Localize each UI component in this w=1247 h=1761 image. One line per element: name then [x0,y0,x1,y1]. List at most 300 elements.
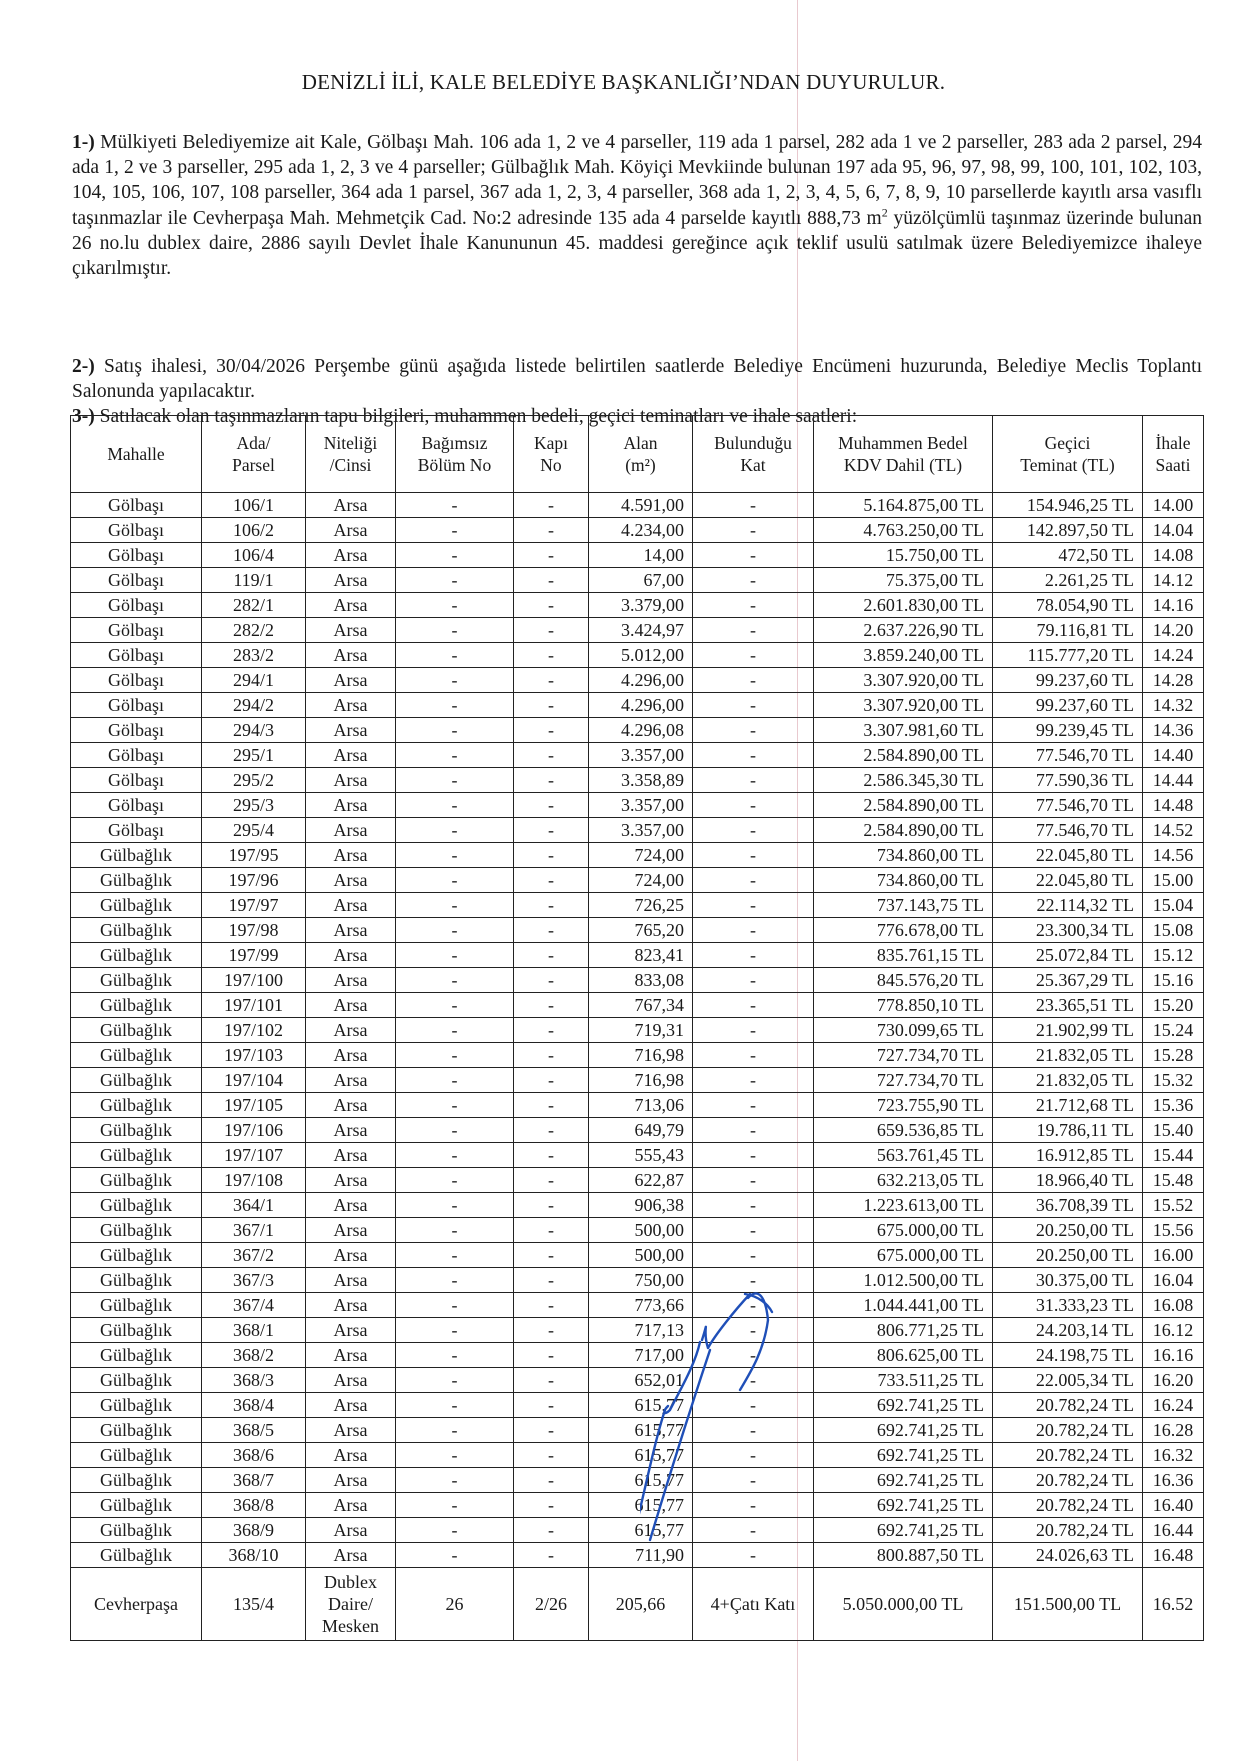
cell-bulundugu-kat: - [693,593,814,618]
cell-mahalle: Gülbağlık [71,1068,202,1093]
cell-muhammen-bedel: 3.307.920,00 TL [814,668,993,693]
cell-bulundugu-kat: - [693,1343,814,1368]
cell-niteligi: Arsa [306,968,396,993]
cell-alan: 765,20 [589,918,693,943]
cell-gecici-teminat: 24.203,14 TL [993,1318,1143,1343]
table-row [71,918,1204,943]
cell-gecici-teminat: 77.546,70 TL [993,743,1143,768]
cell-gecici-teminat: 99.237,60 TL [993,668,1143,693]
cell-alan: 615,77 [589,1418,693,1443]
cell-alan: 713,06 [589,1093,693,1118]
cell-ihale-saati: 15.04 [1143,893,1204,918]
cell-gecici-teminat: 79.116,81 TL [993,618,1143,643]
cell-ihale-saati: 14.36 [1143,718,1204,743]
cell-ihale-saati: 14.32 [1143,693,1204,718]
cell-niteligi: Arsa [306,1493,396,1518]
cell-mahalle: Gülbağlık [71,1093,202,1118]
table-row [71,1343,1204,1368]
cell-bagimsiz-bolum: - [396,993,514,1018]
cell-bagimsiz-bolum: - [396,1293,514,1318]
cell-kapi-no: - [514,1493,589,1518]
table-row [71,1493,1204,1518]
cell-ihale-saati: 16.52 [1143,1568,1204,1641]
cell-alan: 3.424,97 [589,618,693,643]
cell-kapi-no: - [514,1218,589,1243]
cell-gecici-teminat: 22.005,34 TL [993,1368,1143,1393]
cell-alan: 716,98 [589,1043,693,1068]
cell-ada-parsel: 197/98 [202,918,306,943]
cell-ada-parsel: 119/1 [202,568,306,593]
cell-bagimsiz-bolum: - [396,1493,514,1518]
paragraph-2 [72,354,1202,404]
table-row [71,493,1204,518]
cell-ihale-saati: 14.08 [1143,543,1204,568]
cell-bulundugu-kat: - [693,1518,814,1543]
cell-mahalle: Gülbağlık [71,1243,202,1268]
cell-kapi-no: - [514,1518,589,1543]
cell-ihale-saati: 15.28 [1143,1043,1204,1068]
cell-ihale-saati: 16.32 [1143,1443,1204,1468]
cell-mahalle: Gülbağlık [71,843,202,868]
cell-kapi-no: - [514,868,589,893]
cell-mahalle: Gülbağlık [71,1343,202,1368]
cell-kapi-no: - [514,1043,589,1068]
cell-mahalle: Gülbağlık [71,1218,202,1243]
cell-niteligi: Arsa [306,1218,396,1243]
cell-kapi-no: - [514,768,589,793]
cell-kapi-no: - [514,1543,589,1568]
cell-gecici-teminat: 20.782,24 TL [993,1418,1143,1443]
cell-bagimsiz-bolum: - [396,1093,514,1118]
table-row [71,1418,1204,1443]
cell-muhammen-bedel: 2.584.890,00 TL [814,743,993,768]
cell-niteligi: Arsa [306,693,396,718]
cell-bagimsiz-bolum: - [396,1268,514,1293]
cell-muhammen-bedel: 845.576,20 TL [814,968,993,993]
cell-bulundugu-kat: - [693,1193,814,1218]
cell-mahalle: Gölbaşı [71,493,202,518]
cell-gecici-teminat: 472,50 TL [993,543,1143,568]
cell-ihale-saati: 14.24 [1143,643,1204,668]
cell-ihale-saati: 16.16 [1143,1343,1204,1368]
cell-bulundugu-kat: - [693,793,814,818]
cell-niteligi: Arsa [306,1318,396,1343]
cell-bulundugu-kat: - [693,1143,814,1168]
cell-muhammen-bedel: 692.741,25 TL [814,1443,993,1468]
paragraph-1-text: Mülkiyeti Belediyemize ait Kale, Gölbaşı Mah. 106 ada 1, 2 ve 4 parseller, 119 ada 1 parsel, 282 ada 1 ve 2 parseller, 283 ada 2 parsel, 294 ada 1, 2 ve 3 parseller, 295 ada 1, 2, 3 ve 4 parseller; Gülbağlık Mah. Köyiçi Mevkiinde bulunan 197 ada 95, 96, 97, 98, 99, 100, 101, 102, 103, 104, 105, 106, 107, 108 parseller, 364 ada 1 parsel, 367 ada 1, 2, 3, 4 parseller, 368 ada 1, 2, 3, 4, 5, 6, 7, 8, 9, 10 parsellerde kayıtlı arsa vasıflı taşınmazlar ile Cevherpaşa Mah. Mehmetçik Cad. No:2 adresinde 135 ada 4 parselde kayıtlı 888,73 m [72,132,1202,229]
cell-muhammen-bedel: 15.750,00 TL [814,543,993,568]
cell-kapi-no: - [514,1368,589,1393]
cell-niteligi: Arsa [306,1468,396,1493]
cell-mahalle: Gölbaşı [71,543,202,568]
table-row [71,743,1204,768]
table-row [71,643,1204,668]
cell-kapi-no: - [514,1118,589,1143]
cell-gecici-teminat: 31.333,23 TL [993,1293,1143,1318]
cell-alan: 717,00 [589,1343,693,1368]
cell-bulundugu-kat: - [693,693,814,718]
cell-niteligi: Arsa [306,1168,396,1193]
cell-alan: 711,90 [589,1543,693,1568]
table-row [71,618,1204,643]
cell-alan: 4.234,00 [589,518,693,543]
cell-muhammen-bedel: 75.375,00 TL [814,568,993,593]
cell-alan: 5.012,00 [589,643,693,668]
cell-gecici-teminat: 36.708,39 TL [993,1193,1143,1218]
table-row [71,593,1204,618]
cell-muhammen-bedel: 1.223.613,00 TL [814,1193,993,1218]
cell-alan: 205,66 [589,1568,693,1641]
cell-gecici-teminat: 20.250,00 TL [993,1218,1143,1243]
cell-bagimsiz-bolum: - [396,718,514,743]
cell-muhammen-bedel: 723.755,90 TL [814,1093,993,1118]
cell-niteligi: Arsa [306,1518,396,1543]
cell-ada-parsel: 368/9 [202,1518,306,1543]
table-row [71,518,1204,543]
cell-alan: 652,01 [589,1368,693,1393]
cell-niteligi: Arsa [306,568,396,593]
cell-niteligi: Arsa [306,1193,396,1218]
table-row [71,1093,1204,1118]
cell-kapi-no: - [514,1293,589,1318]
cell-alan: 750,00 [589,1268,693,1293]
cell-alan: 3.357,00 [589,743,693,768]
cell-bulundugu-kat: - [693,893,814,918]
cell-bagimsiz-bolum: - [396,1068,514,1093]
cell-ada-parsel: 368/3 [202,1368,306,1393]
cell-niteligi: Arsa [306,1268,396,1293]
header-mahalle: Mahalle [71,416,202,493]
cell-muhammen-bedel: 692.741,25 TL [814,1468,993,1493]
cell-niteligi: Arsa [306,493,396,518]
cell-bagimsiz-bolum: - [396,493,514,518]
cell-ada-parsel: 364/1 [202,1193,306,1218]
cell-alan: 615,77 [589,1518,693,1543]
cell-kapi-no: - [514,493,589,518]
cell-ada-parsel: 135/4 [202,1568,306,1641]
cell-kapi-no: - [514,618,589,643]
cell-alan: 3.379,00 [589,593,693,618]
table-body [71,493,1204,1641]
cell-mahalle: Gölbaşı [71,518,202,543]
cell-kapi-no: - [514,968,589,993]
cell-muhammen-bedel: 2.637.226,90 TL [814,618,993,643]
table-row-cevherpasa [71,1568,1204,1641]
cell-alan: 4.591,00 [589,493,693,518]
cell-ihale-saati: 16.08 [1143,1293,1204,1318]
table-row [71,793,1204,818]
cell-bagimsiz-bolum: - [396,1218,514,1243]
cell-alan: 3.357,00 [589,818,693,843]
table-row [71,1043,1204,1068]
cell-gecici-teminat: 151.500,00 TL [993,1568,1143,1641]
cell-muhammen-bedel: 806.771,25 TL [814,1318,993,1343]
cell-niteligi: Arsa [306,518,396,543]
cell-bagimsiz-bolum: - [396,1443,514,1468]
cell-niteligi: Arsa [306,718,396,743]
cell-bagimsiz-bolum: - [396,668,514,693]
cell-muhammen-bedel: 675.000,00 TL [814,1218,993,1243]
cell-ada-parsel: 282/1 [202,593,306,618]
cell-kapi-no: 2/26 [514,1568,589,1641]
cell-gecici-teminat: 30.375,00 TL [993,1268,1143,1293]
cell-niteligi: Arsa [306,1118,396,1143]
cell-alan: 906,38 [589,1193,693,1218]
cell-kapi-no: - [514,818,589,843]
cell-mahalle: Gölbaşı [71,593,202,618]
cell-muhammen-bedel: 563.761,45 TL [814,1143,993,1168]
cell-mahalle: Gölbaşı [71,768,202,793]
cell-ihale-saati: 14.04 [1143,518,1204,543]
cell-bagimsiz-bolum: - [396,1318,514,1343]
cell-bulundugu-kat: - [693,993,814,1018]
table-row [71,1168,1204,1193]
cell-niteligi: Arsa [306,593,396,618]
cell-kapi-no: - [514,1418,589,1443]
cell-kapi-no: - [514,693,589,718]
cell-ihale-saati: 16.24 [1143,1393,1204,1418]
cell-bulundugu-kat: - [693,968,814,993]
cell-muhammen-bedel: 835.761,15 TL [814,943,993,968]
cell-ada-parsel: 197/104 [202,1068,306,1093]
cell-bagimsiz-bolum: - [396,768,514,793]
cell-gecici-teminat: 21.902,99 TL [993,1018,1143,1043]
cell-kapi-no: - [514,1143,589,1168]
cell-ihale-saati: 15.24 [1143,1018,1204,1043]
cell-bulundugu-kat: - [693,668,814,693]
cell-bulundugu-kat: - [693,843,814,868]
cell-gecici-teminat: 77.546,70 TL [993,793,1143,818]
cell-bulundugu-kat: - [693,543,814,568]
cell-mahalle: Gülbağlık [71,1018,202,1043]
cell-bagimsiz-bolum: - [396,593,514,618]
cell-ihale-saati: 15.48 [1143,1168,1204,1193]
cell-gecici-teminat: 20.782,24 TL [993,1468,1143,1493]
cell-kapi-no: - [514,1193,589,1218]
cell-mahalle: Gülbağlık [71,1193,202,1218]
cell-kapi-no: - [514,1318,589,1343]
cell-gecici-teminat: 23.300,34 TL [993,918,1143,943]
cell-ihale-saati: 14.56 [1143,843,1204,868]
cell-ihale-saati: 14.48 [1143,793,1204,818]
cell-mahalle: Gülbağlık [71,1368,202,1393]
cell-alan: 724,00 [589,868,693,893]
cell-bulundugu-kat: - [693,493,814,518]
cell-mahalle: Gülbağlık [71,1518,202,1543]
paragraph-3-text: Satılacak olan taşınmazların tapu bilgileri, muhammen bedeli, geçici teminatları ve ihale saatleri: [99,406,858,427]
cell-mahalle: Gülbağlık [71,868,202,893]
paragraph-1 [72,130,1202,281]
cell-bagimsiz-bolum: - [396,743,514,768]
header-muhammen-bedel: Muhammen Bedel KDV Dahil (TL) [814,416,993,493]
cell-kapi-no: - [514,893,589,918]
table-row [71,843,1204,868]
cell-bagimsiz-bolum: - [396,1468,514,1493]
cell-ada-parsel: 282/2 [202,618,306,643]
cell-mahalle: Gölbaşı [71,693,202,718]
cell-muhammen-bedel: 1.044.441,00 TL [814,1293,993,1318]
cell-ada-parsel: 197/101 [202,993,306,1018]
cell-ihale-saati: 16.44 [1143,1518,1204,1543]
cell-alan: 615,77 [589,1443,693,1468]
cell-alan: 773,66 [589,1293,693,1318]
cell-bulundugu-kat: - [693,518,814,543]
cell-niteligi: Arsa [306,1418,396,1443]
cell-ihale-saati: 14.20 [1143,618,1204,643]
table-row [71,718,1204,743]
cell-gecici-teminat: 21.832,05 TL [993,1043,1143,1068]
cell-muhammen-bedel: 692.741,25 TL [814,1518,993,1543]
cell-gecici-teminat: 23.365,51 TL [993,993,1143,1018]
cell-kapi-no: - [514,1168,589,1193]
cell-bagimsiz-bolum: - [396,893,514,918]
cell-ihale-saati: 14.44 [1143,768,1204,793]
cell-ihale-saati: 14.12 [1143,568,1204,593]
cell-ada-parsel: 368/10 [202,1543,306,1568]
table-row [71,943,1204,968]
cell-ada-parsel: 368/7 [202,1468,306,1493]
cell-muhammen-bedel: 1.012.500,00 TL [814,1268,993,1293]
cell-kapi-no: - [514,518,589,543]
cell-gecici-teminat: 20.782,24 TL [993,1518,1143,1543]
cell-mahalle: Gülbağlık [71,1143,202,1168]
cell-kapi-no: - [514,1443,589,1468]
cell-ihale-saati: 14.28 [1143,668,1204,693]
cell-mahalle: Gülbağlık [71,1318,202,1343]
table-row [71,1368,1204,1393]
table-row [71,1393,1204,1418]
cell-muhammen-bedel: 806.625,00 TL [814,1343,993,1368]
cell-ada-parsel: 368/2 [202,1343,306,1368]
cell-bulundugu-kat: - [693,1493,814,1518]
cell-alan: 724,00 [589,843,693,868]
table-row [71,1318,1204,1343]
cell-ihale-saati: 15.20 [1143,993,1204,1018]
cell-bulundugu-kat: - [693,568,814,593]
cell-gecici-teminat: 16.912,85 TL [993,1143,1143,1168]
table-row [71,1293,1204,1318]
cell-alan: 67,00 [589,568,693,593]
cell-muhammen-bedel: 2.584.890,00 TL [814,818,993,843]
cell-bagimsiz-bolum: - [396,1368,514,1393]
cell-alan: 4.296,08 [589,718,693,743]
cell-bulundugu-kat: - [693,1018,814,1043]
table-row [71,768,1204,793]
cell-bulundugu-kat: - [693,768,814,793]
cell-bulundugu-kat: - [693,943,814,968]
cell-ada-parsel: 294/3 [202,718,306,743]
table-row [71,1018,1204,1043]
cell-gecici-teminat: 2.261,25 TL [993,568,1143,593]
cell-ihale-saati: 15.56 [1143,1218,1204,1243]
cell-bulundugu-kat: - [693,1368,814,1393]
cell-ada-parsel: 294/1 [202,668,306,693]
cell-kapi-no: - [514,593,589,618]
cell-bulundugu-kat: - [693,1268,814,1293]
table-row [71,993,1204,1018]
cell-mahalle: Gülbağlık [71,1268,202,1293]
cell-bagimsiz-bolum: - [396,918,514,943]
table-row [71,818,1204,843]
cell-bagimsiz-bolum: - [396,1168,514,1193]
cell-mahalle: Gölbaşı [71,568,202,593]
cell-alan: 615,77 [589,1468,693,1493]
cell-gecici-teminat: 142.897,50 TL [993,518,1143,543]
table-row [71,568,1204,593]
cell-niteligi: Arsa [306,1143,396,1168]
cell-kapi-no: - [514,1268,589,1293]
cell-muhammen-bedel: 632.213,05 TL [814,1168,993,1193]
paragraph-3-number: 3-) [72,406,95,427]
cell-gecici-teminat: 21.712,68 TL [993,1093,1143,1118]
cell-kapi-no: - [514,718,589,743]
cell-niteligi: Arsa [306,893,396,918]
cell-mahalle: Gülbağlık [71,893,202,918]
cell-kapi-no: - [514,743,589,768]
cell-kapi-no: - [514,793,589,818]
cell-alan: 14,00 [589,543,693,568]
cell-mahalle: Gülbağlık [71,1168,202,1193]
cell-niteligi: Arsa [306,543,396,568]
cell-bagimsiz-bolum: - [396,793,514,818]
cell-ihale-saati: 14.40 [1143,743,1204,768]
cell-bagimsiz-bolum: - [396,693,514,718]
cell-kapi-no: - [514,1468,589,1493]
cell-bulundugu-kat: - [693,918,814,943]
cell-muhammen-bedel: 692.741,25 TL [814,1493,993,1518]
cell-ada-parsel: 197/95 [202,843,306,868]
cell-muhammen-bedel: 675.000,00 TL [814,1243,993,1268]
cell-ada-parsel: 106/1 [202,493,306,518]
cell-bulundugu-kat: - [693,1393,814,1418]
cell-muhammen-bedel: 3.307.920,00 TL [814,693,993,718]
cell-kapi-no: - [514,1068,589,1093]
cell-bagimsiz-bolum: - [396,1118,514,1143]
cell-muhammen-bedel: 776.678,00 TL [814,918,993,943]
cell-bulundugu-kat: - [693,868,814,893]
paragraph-2-number: 2-) [72,356,95,377]
cell-mahalle: Gülbağlık [71,993,202,1018]
table-row [71,693,1204,718]
cell-mahalle: Gölbaşı [71,793,202,818]
cell-ada-parsel: 197/97 [202,893,306,918]
cell-bulundugu-kat: - [693,1218,814,1243]
cell-mahalle: Gülbağlık [71,1543,202,1568]
cell-ihale-saati: 15.52 [1143,1193,1204,1218]
cell-mahalle: Gölbaşı [71,618,202,643]
cell-bulundugu-kat: - [693,1543,814,1568]
cell-mahalle: Gölbaşı [71,718,202,743]
cell-muhammen-bedel: 4.763.250,00 TL [814,518,993,543]
cell-kapi-no: - [514,843,589,868]
cell-muhammen-bedel: 737.143,75 TL [814,893,993,918]
cell-muhammen-bedel: 734.860,00 TL [814,843,993,868]
cell-ada-parsel: 106/2 [202,518,306,543]
cell-ihale-saati: 16.36 [1143,1468,1204,1493]
cell-mahalle: Gölbaşı [71,743,202,768]
cell-bagimsiz-bolum: - [396,1393,514,1418]
cell-alan: 717,13 [589,1318,693,1343]
cell-ada-parsel: 197/102 [202,1018,306,1043]
cell-muhammen-bedel: 730.099,65 TL [814,1018,993,1043]
cell-alan: 622,87 [589,1168,693,1193]
cell-niteligi: Arsa [306,1293,396,1318]
cell-bagimsiz-bolum: - [396,943,514,968]
cell-mahalle: Gölbaşı [71,818,202,843]
cell-ada-parsel: 367/3 [202,1268,306,1293]
cell-gecici-teminat: 22.045,80 TL [993,868,1143,893]
cell-niteligi: Arsa [306,1043,396,1068]
